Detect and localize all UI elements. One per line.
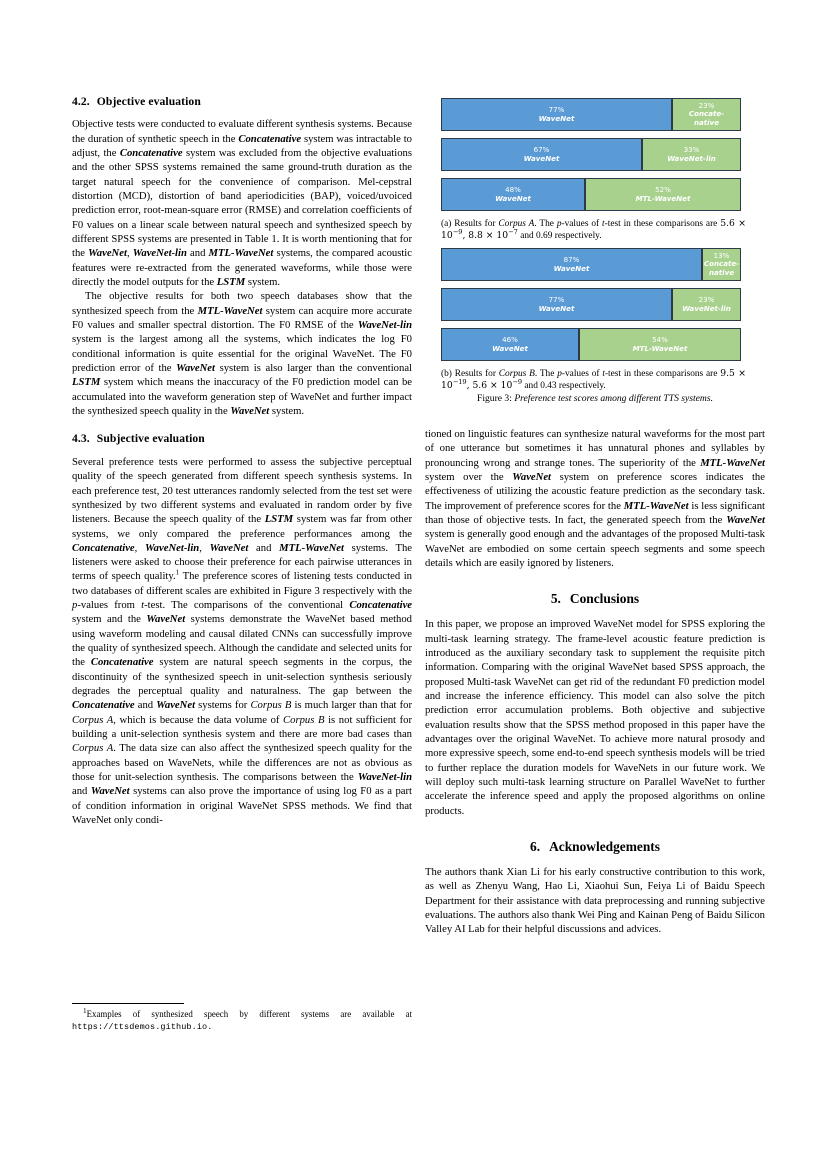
section-number: 6. (530, 838, 541, 854)
bar-segment-mtl-wavenet (585, 178, 741, 211)
footnote-text: $^1$Examples of synthesized speech by different systems are available at https://ttsdemos.github.io. (72, 1007, 412, 1032)
bar-segment-wavenet-lin (672, 288, 741, 321)
paragraph-subjective-1: Several preference tests were performed to assess the subjective perceptual quality of the speech generated from different speech synthesis systems. In each preference test, 20 test utterances randomly selected from the test set were synthesized by two different systems and evaluated in random order by five listeners. Because the speech quality of the LSTM system was far from other systems, we only compared the preference performances among the Concatenative, WaveNet-lin, WaveNet and MTL-WaveNet systems. The listeners were asked to choose their preference for each pairwise utterances in terms of speech quality.$^1$ The preference scores of listening tests conducted in two databases of different scales are exhibited in Figure 3 respectively with the p-values from t-test. The comparisons of the conventional Concatenative system and the WaveNet systems demonstrate the WaveNet based method using waveform modeling and causal dilated CNNs can successfully improve the quality of synthesized speech. Although the candidate and selected units for the Concatenative system are natural speech segments in the corpus, the discontinuity of the synthesized speech in unit-selection synthesis seriously degrades the perceptual quality and naturalness. The gap between the Concatenative and WaveNet systems for Corpus B is much larger than that for Corpus A, which is because the data volume of Corpus B is not sufficient for building a unit-selection synthesis system and there are more bad cases than Corpus A. The data size can also affect the synthesized speech quality for the approaches based on WaveNets, while the differences are not as obvious as those for unit-selection synthesis. The comparisons between the WaveNet-lin and WaveNet systems can also prove the importance of using log F0 as a part of condition information in original WaveNet SPSS methods. We find that WaveNet only condi- (72, 456, 413, 827)
bar-segment-concatenative (672, 98, 741, 131)
segment-label: MTL-WaveNet (635, 193, 691, 203)
segment-label: WaveNet-lin (667, 153, 716, 163)
segment-label-line2: native (708, 267, 735, 277)
segment-label: WaveNet (492, 343, 528, 353)
segment-label-line1: Concate- (688, 109, 725, 119)
section-heading-4-3 (72, 432, 412, 446)
segment-label: WaveNet (523, 153, 560, 163)
right-column (425, 428, 765, 938)
section-heading-4-2 (72, 95, 412, 109)
segment-label: MTL-WaveNet (632, 343, 688, 353)
segment-label: WaveNet (538, 113, 575, 123)
paragraph-conclusions: In this paper, we propose an improved WaveNet model for SPSS exploring the multi-task learning strategy. The frame-level acoustic feature prediction is introduced as the auxiliary secondary task to supplement the requisite pitch information. Comparing with the original WaveNet based SPSS approach, the proposed Multi-task WaveNet can get rid of the redundant F0 prediction model and increase the inference efficiency. This model can also solve the pitch prediction error accumulation problems. Both objective and subjective evaluation results show that the SPSS method proposed in this paper have the advantages over the original WaveNet. To achieve more natural prosody and more expressive speech, some end-to-end speech synthesis models will be tried to further replace the duration models for WaveNets in our future work. We will deploy such multi-task learning structure on Parallel WaveNet to further accelerate the inference speed and apply the proposed algorithms on online products. (425, 619, 765, 817)
footnote-divider (72, 1003, 184, 1004)
segment-percent: 13% (713, 250, 730, 260)
section-number: 5. (550, 591, 561, 607)
left-column (72, 95, 412, 828)
figure-3a-bars (441, 98, 741, 211)
bar-segment-wavenet (441, 248, 702, 281)
figure-3a (441, 98, 746, 243)
bar-row (441, 178, 741, 211)
figure-label: Figure 3: (476, 393, 512, 404)
segment-label: WaveNet (553, 263, 590, 273)
section-title: Acknowledgements (549, 838, 660, 854)
bar-row (441, 138, 741, 171)
segment-label: WaveNet (538, 303, 575, 313)
bar-row (441, 248, 741, 281)
section-title: Subjective evaluation (96, 432, 205, 446)
bar-segment-wavenet (441, 98, 672, 131)
bar-segment-wavenet (441, 328, 579, 361)
bar-segment-wavenet-lin (642, 138, 741, 171)
segment-percent: 54% (652, 335, 668, 345)
figure-3b (441, 248, 746, 393)
segment-percent: 77% (548, 295, 565, 305)
section-number: 4.2. (72, 95, 90, 108)
footnote-url[interactable]: https://ttsdemos.github.io. (72, 1021, 213, 1032)
bar-segment-concatenative (702, 248, 741, 281)
segment-percent: 67% (533, 145, 550, 155)
segment-percent: 48% (505, 185, 521, 195)
section-heading-5 (425, 591, 765, 607)
section-title: Objective evaluation (96, 95, 201, 108)
section-heading-6 (425, 839, 765, 855)
bar-row (441, 98, 741, 131)
segment-percent: 87% (563, 255, 580, 265)
figure-3-main-caption (425, 393, 765, 405)
figure-3b-bars (441, 248, 741, 361)
segment-label: WaveNet-lin (682, 303, 731, 313)
segment-label: WaveNet (495, 193, 531, 203)
section-number: 4.3. (72, 432, 90, 446)
segment-percent: 23% (698, 295, 715, 305)
bar-segment-wavenet (441, 288, 672, 321)
figure-caption-text: Preference test scores among different TTS systems. (514, 393, 713, 404)
figure-3a-caption: (a) Results for Corpus A. The p-values of t-test in these comparisons are $5.6 \times 10^{-9}$, $8.8 \times 10^{-7}$ and 0.69 respectively. (441, 218, 746, 242)
segment-percent: 46% (502, 335, 518, 345)
bar-segment-wavenet (441, 138, 642, 171)
segment-percent: 23% (698, 100, 715, 110)
segment-percent: 52% (655, 185, 671, 195)
bar-row (441, 288, 741, 321)
paragraph-objective-1: Objective tests were conducted to evaluate different synthesis systems. Because the duration of synthetic speech in the Concatenative system was intractable to adjust, the Concatenative system was excluded from the objective evaluations and the other SPSS systems remained the same ground-truth duration as the target natural speech for the convenience of comparison. Mel-cepstral distortion (MCD), distortion of band aperiodicities (BAP), voiced/uvoiced prediction error, root-mean-square error (RMSE) and correlation coefficients of F0 values on a linear scale between natural speech and synthesized speech by different SPSS systems are presented in Table 1. It is worth mentioning that for the WaveNet, WaveNet-lin and MTL-WaveNet systems, the compared acoustic features were re-extracted from the generated waveforms, while those were directly the model outputs for the LSTM system. (72, 119, 412, 289)
bar-row (441, 328, 741, 361)
paragraph-continued: tioned on linguistic features can synthesize natural waveforms for the most part of one utterance but sometimes it has unnatural phones and syllables by pronouncing wrong and strange tones. The superiority of the MTL-WaveNet system over the WaveNet system on preference scores indicates the effectiveness of utilizing the acoustic feature prediction as the secondary task. The improvement of preference scores for the MTL-WaveNet is less significant than those of objective tests. In fact, the generated speech from the WaveNet system is generally good enough and the advantages of the proposed Multi-task WaveNet are embodied on some certain speech segments and some speech details which are easily ignored by listeners. (425, 429, 765, 569)
paragraph-acknowledgements: The authors thank Xian Li for his early constructive contribution to this work, as well as Zhenyu Wang, Hao Li, Xiaohui Sun, Feiya Li of Baidu Speech Department for their assistance with data preprocessing and running subjective evaluations. The authors also thank Wei Ping and Kainan Peng of Baidu Silicon Valley AI Lab for their helpful discussions and advices. (425, 866, 765, 936)
bar-segment-wavenet (441, 178, 585, 211)
bar-segment-mtl-wavenet (579, 328, 741, 361)
paragraph-objective-2: The objective results for both two speech databases show that the synthesized speech from the MTL-WaveNet system can acquire more accurate F0 values and smaller spectral distortion. The F0 RMSE of the WaveNet-lin system is the largest among all the systems, which indicates the log F0 conditional information is quite essential for the original WaveNet. The F0 prediction error of the WaveNet system is also larger than the conventional LSTM system which means the inaccuracy of the F0 prediction model can be accumulated into the waveform generation step of WaveNet and further impact the synthesized speech quality in the WaveNet system. (72, 291, 413, 418)
segment-percent: 33% (683, 145, 700, 155)
segment-label-line2: native (693, 117, 720, 127)
figure-3b-caption: (b) Results for Corpus B. The p-values of t-test in these comparisons are $9.5 \times 10^{-19}$, $5.6 \times 10^{-9}$ and 0.43 respectively. (441, 368, 746, 392)
segment-percent: 77% (548, 105, 565, 115)
footnote-block (72, 1003, 412, 1033)
footnote-marker: 1 (83, 1007, 87, 1016)
section-title: Conclusions (569, 591, 640, 607)
segment-label-line1: Concate- (703, 259, 740, 269)
